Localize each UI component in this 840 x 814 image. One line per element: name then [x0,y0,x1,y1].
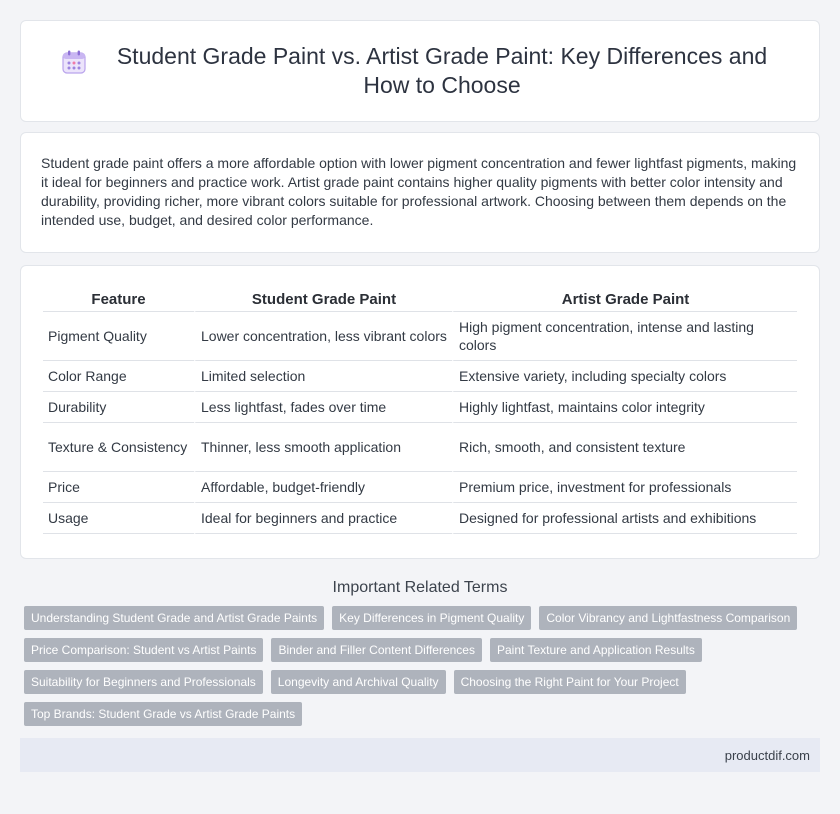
cell-artist: Highly lightfast, maintains color integrity [452,392,797,423]
title-card [20,20,820,122]
table-row [43,472,797,503]
footer [20,738,820,772]
table-row [43,312,797,361]
related-term-tag[interactable]: Paint Texture and Application Results [490,638,702,662]
cell-student: Less lightfast, fades over time [194,392,452,423]
cell-student: Affordable, budget-friendly [194,472,452,503]
comparison-table-card [20,265,820,559]
cell-feature: Color Range [43,361,194,392]
cell-feature: Usage [43,503,194,534]
related-term-tag[interactable]: Understanding Student Grade and Artist Grade Paints [24,606,324,630]
cell-student: Lower concentration, less vibrant colors [194,312,452,361]
table-row [43,423,797,472]
intro-paragraph: Student grade paint offers a more affordable option with lower pigment concentration and fewer lightfast pigments, making it ideal for beginners and practice work. Artist grade paint contains higher quality pigments with better color intensity and durability, providing richer, more vibrant colors suitable for professional artwork. Choosing between them depends on the intended use, budget, and desired color performance. [41,155,797,228]
related-terms-tags [20,606,820,734]
page-title: Student Grade Paint vs. Artist Grade Paint: Key Differences and How to Choose [116,43,768,98]
cell-artist: Premium price, investment for professionals [452,472,797,503]
cell-student: Ideal for beginners and practice [194,503,452,534]
cell-artist: Rich, smooth, and consistent texture [452,423,797,472]
related-term-tag[interactable]: Choosing the Right Paint for Your Project [454,670,686,694]
related-term-tag[interactable]: Suitability for Beginners and Professionals [24,670,263,694]
header-feature: Feature [43,288,194,312]
cell-artist: Designed for professional artists and exhibitions [452,503,797,534]
related-term-tag[interactable]: Color Vibrancy and Lightfastness Comparison [539,606,797,630]
title-wrap [61,42,779,100]
comparison-table [43,288,797,534]
related-term-tag[interactable]: Price Comparison: Student vs Artist Paints [24,638,263,662]
cell-feature: Pigment Quality [43,312,194,361]
table-row [43,503,797,534]
calendar-icon [61,49,87,75]
header-artist-grade: Artist Grade Paint [452,288,797,312]
table-row [43,361,797,392]
table-header-row [43,288,797,312]
related-term-tag[interactable]: Binder and Filler Content Differences [271,638,482,662]
related-term-tag[interactable]: Key Differences in Pigment Quality [332,606,531,630]
cell-artist: Extensive variety, including specialty colors [452,361,797,392]
cell-student: Limited selection [194,361,452,392]
cell-feature: Texture & Consistency [43,423,194,472]
intro-card [20,132,820,253]
related-term-tag[interactable]: Longevity and Archival Quality [271,670,446,694]
cell-feature: Durability [43,392,194,423]
header-student-grade: Student Grade Paint [194,288,452,312]
footer-site-link[interactable]: productdif.com [724,747,810,763]
related-term-tag[interactable]: Top Brands: Student Grade vs Artist Grade Paints [24,702,302,726]
cell-student: Thinner, less smooth application [194,423,452,472]
related-terms-heading: Important Related Terms [332,579,508,596]
table-row [43,392,797,423]
cell-artist: High pigment concentration, intense and lasting colors [452,312,797,361]
cell-feature: Price [43,472,194,503]
